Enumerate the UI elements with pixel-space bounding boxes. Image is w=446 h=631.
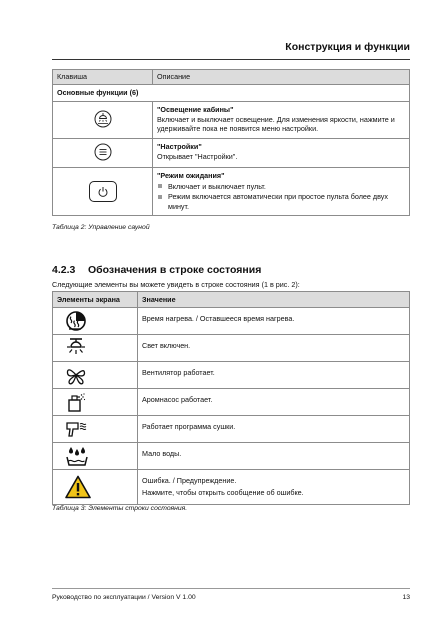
section-intro: Следующие элементы вы можете увидеть в строке состояния (1 в рис. 2): [52,280,300,289]
table-row [53,335,410,362]
page-number: 13 [402,594,410,601]
status-meaning: Вентилятор работает. [142,368,215,377]
aroma-pump-icon [65,391,87,413]
status-meaning: Аромнасос работает. [142,395,213,404]
footer-manual-version: Руководство по эксплуатации / Version V 1.00 [52,594,196,601]
col-elem-header: Элементы экрана [53,292,138,308]
bullet-square-icon [158,195,162,199]
table-row [53,362,410,389]
status-meaning: Время нагрева. / Оставшееся время нагрева. [142,314,295,323]
row-title: "Настройки" [157,142,202,151]
header-rule [52,59,410,60]
section-title: Обозначения в строке состояния [88,264,262,276]
table-row [53,416,410,443]
section-number: 4.2.3 [52,264,76,276]
power-icon [89,181,117,202]
group-row: Основные функции (6) [53,85,410,102]
list-item: Включает и выключает пульт. [157,182,405,192]
status-bar-table [52,291,410,505]
table-row [53,443,410,470]
cabin-light-icon [94,121,112,130]
col-desc-header: Описание [153,70,410,85]
settings-menu-icon [94,154,112,163]
fan-icon [65,364,87,386]
list-item: Режим включается автоматически при простое пульта более двух минут. [157,192,405,211]
col-meaning-header: Значение [138,292,410,308]
page-header-title: Конструкция и функции [285,41,410,53]
col-key-header: Клавиша [53,70,153,85]
bullet-square-icon [158,184,162,188]
footer-rule [52,588,410,589]
control-table [52,69,410,216]
warning-icon [65,475,91,499]
table-row [53,168,410,216]
drying-program-icon [65,418,89,440]
status-meaning: Свет включен. [142,341,191,350]
status-meaning: Работает программа сушки. [142,422,236,431]
row-title: "Освещение кабины" [157,105,234,114]
row-text: Включает и выключает освещение. Для изменения яркости, нажмите и удерживайте пока не появится меню настройки. [157,114,395,133]
row-text: Открывает "Настройки". [157,151,238,161]
low-water-icon [65,445,89,467]
table-row [53,102,410,139]
table-row [53,308,410,335]
heating-time-icon [65,310,87,332]
status-meaning: Мало воды. [142,449,182,458]
table2-caption: Таблица 2: Управление сауной [52,224,150,231]
table-row [53,139,410,168]
light-on-icon [65,337,87,359]
section-heading [52,264,261,276]
row-title: "Режим ожидания" [157,171,225,180]
table3-caption: Таблица 3: Элементы строки состояния. [52,505,188,512]
status-meaning: Ошибка. / Предупреждение. [142,476,237,485]
status-meaning: Нажмите, чтобы открыть сообщение об ошибке. [142,488,304,497]
table-row [53,389,410,416]
table-row [53,470,410,505]
